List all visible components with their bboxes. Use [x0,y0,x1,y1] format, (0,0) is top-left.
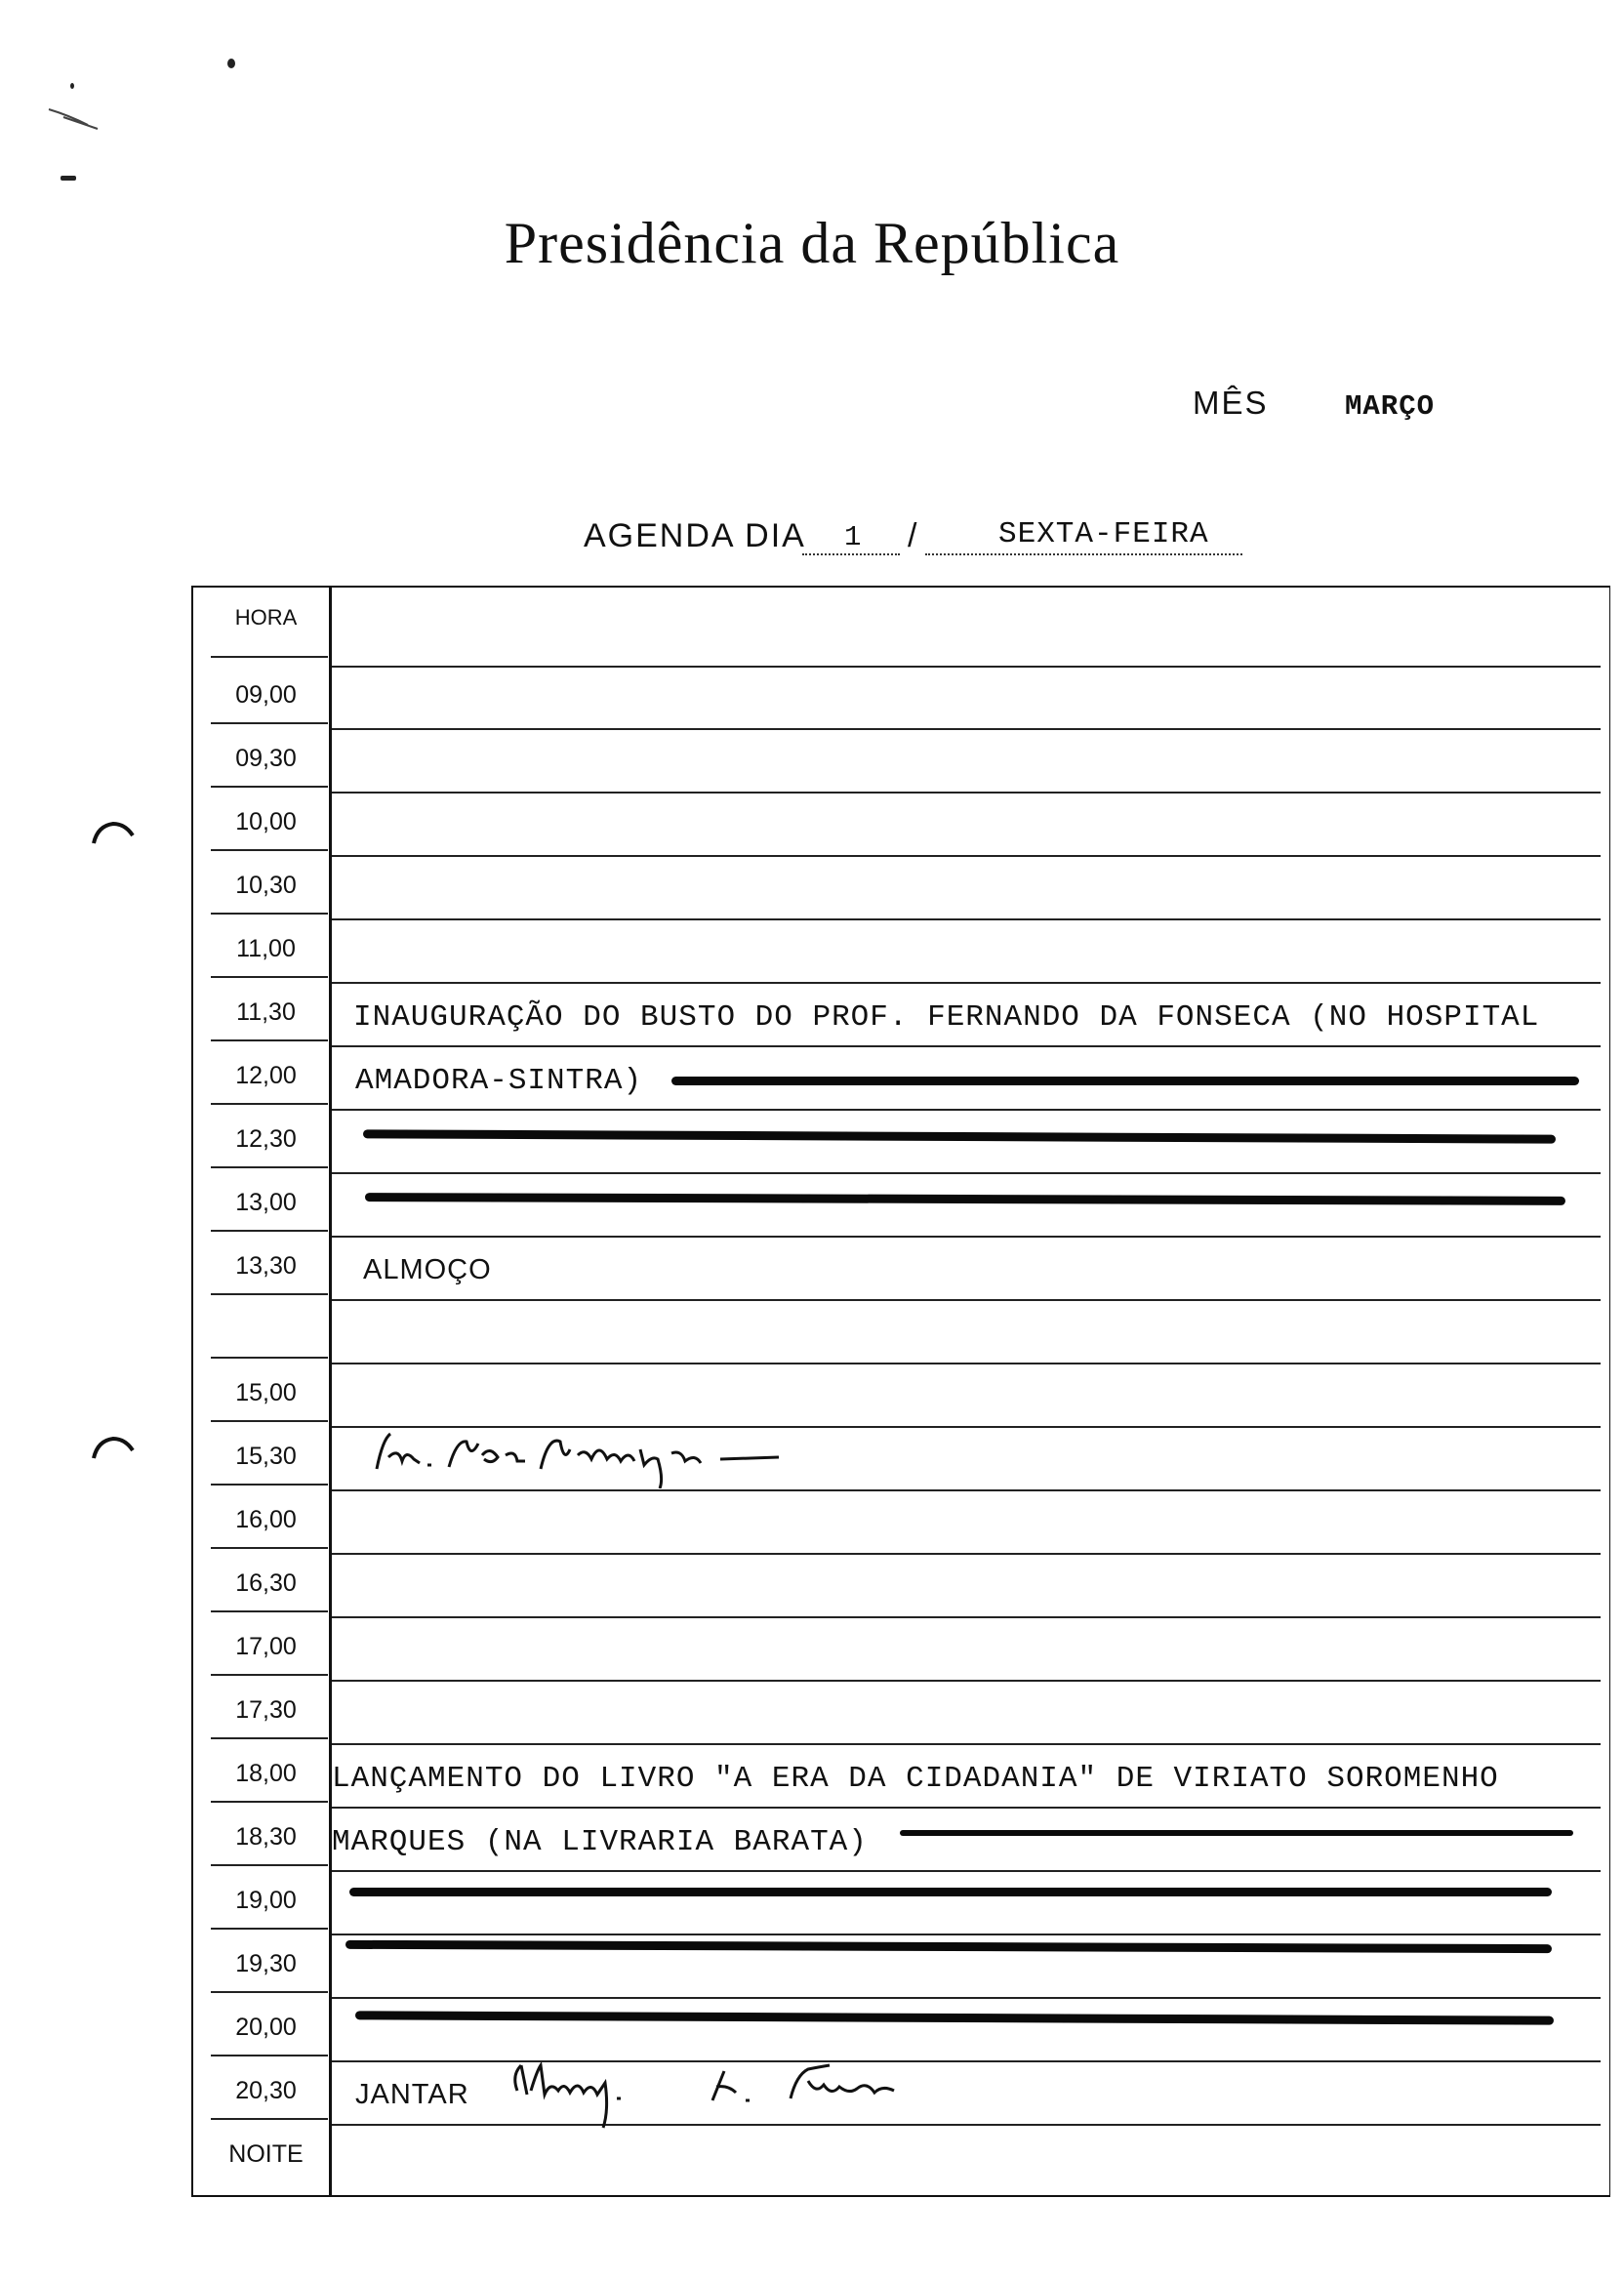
row-divider [211,849,328,851]
month-value: MARÇO [1345,390,1436,423]
weekday-dotted-line [925,553,1242,555]
row-divider [211,656,328,658]
row-divider [211,786,328,788]
hour-cell: 17,00 [235,1633,297,1660]
row-divider [332,1870,1601,1872]
hole-punch-mark [90,818,139,847]
agenda-table [191,586,1610,2197]
row-divider [211,1039,328,1041]
agenda-entry: ALMOÇO [363,1254,492,1285]
row-divider [211,1864,328,1866]
agenda-entry: INAUGURAÇÃO DO BUSTO DO PROF. FERNANDO DA FONSECA (NO HOSPITAL [353,1000,1540,1035]
row-divider [332,1680,1601,1682]
row-divider [211,2055,328,2056]
row-divider [332,1109,1601,1111]
row-divider [211,1420,328,1422]
date-slash: / [908,517,917,554]
hour-cell: 12,30 [235,1125,297,1153]
hour-cell: 13,00 [235,1189,297,1216]
row-divider [211,1610,328,1612]
hour-cell: 09,00 [235,681,297,709]
row-divider [332,855,1601,857]
handwritten-note-2030 [508,2052,917,2130]
weekday: SEXTA-FEIRA [998,517,1209,551]
row-divider [332,982,1601,984]
hour-cell: 11,00 [236,935,296,962]
row-divider [332,1045,1601,1047]
row-divider [211,1293,328,1295]
row-divider [211,1547,328,1549]
row-divider [332,1363,1601,1364]
agenda-entry: JANTAR [355,2079,469,2110]
hour-cell: 19,00 [235,1887,297,1914]
row-divider [211,913,328,915]
hour-cell: 10,30 [235,872,297,899]
row-divider [332,1236,1601,1238]
scan-mark [227,59,235,68]
hour-cell: 17,30 [235,1696,297,1724]
row-divider [211,1484,328,1486]
day-number: 1 [844,521,862,553]
hour-cell: 20,30 [235,2077,297,2104]
row-divider [211,1166,328,1168]
row-divider [211,1674,328,1676]
row-divider [332,1997,1601,1999]
page-title: Presidência da República [504,211,1120,275]
row-divider [211,722,328,724]
hour-cell: 15,00 [235,1379,297,1406]
day-dotted-line [802,553,900,555]
hour-column-divider [329,586,332,2197]
row-divider [332,918,1601,920]
scan-mark [61,176,76,181]
strike-bar [671,1077,1579,1085]
hour-cell: 16,00 [235,1506,297,1533]
row-divider [332,1934,1601,1935]
month-label: MÊS [1193,385,1269,421]
row-divider [332,1807,1601,1809]
row-divider [332,1489,1601,1491]
row-divider [332,792,1601,794]
row-divider [332,1172,1601,1174]
hour-cell: 16,30 [235,1569,297,1597]
row-divider [332,1743,1601,1745]
row-divider [211,1928,328,1930]
hour-cell: 18,00 [235,1760,297,1787]
row-divider [211,1801,328,1803]
hour-cell: 12,00 [235,1062,297,1089]
hour-cell: 18,30 [235,1823,297,1851]
agenda-day-label: AGENDA DIA [584,517,806,554]
agenda-entry: MARQUES (NA LIVRARIA BARATA) [332,1825,868,1859]
row-divider [332,1553,1601,1555]
row-divider [211,1230,328,1232]
hour-cell: 10,00 [235,808,297,835]
hora-header: HORA [234,605,298,630]
row-divider [332,728,1601,730]
hour-cell: 09,30 [235,745,297,772]
hour-cell: 15,30 [235,1443,297,1470]
row-divider [211,976,328,978]
agenda-entry: LANÇAMENTO DO LIVRO "A ERA DA CIDADANIA" DE VIRIATO SOROMENHO [332,1762,1499,1796]
scan-mark [44,98,102,137]
row-divider [211,1737,328,1739]
hour-cell: NOITE [228,2140,304,2168]
row-divider [211,1991,328,1993]
agenda-entry: AMADORA-SINTRA) [355,1064,643,1098]
hour-cell: 11,30 [236,998,296,1026]
row-divider [332,666,1601,668]
hour-cell: 19,30 [235,1950,297,1977]
hour-cell: 13,30 [235,1252,297,1280]
hour-cell: 20,00 [235,2014,297,2041]
row-divider [211,1103,328,1105]
row-divider [211,1357,328,1359]
row-divider [332,1616,1601,1618]
hole-punch-mark [90,1433,139,1462]
strike-bar [349,1888,1552,1896]
row-divider [211,2118,328,2120]
handwritten-note-1530 [369,1420,808,1488]
row-divider [332,1299,1601,1301]
strike-bar [900,1830,1573,1836]
scan-mark [70,83,74,89]
